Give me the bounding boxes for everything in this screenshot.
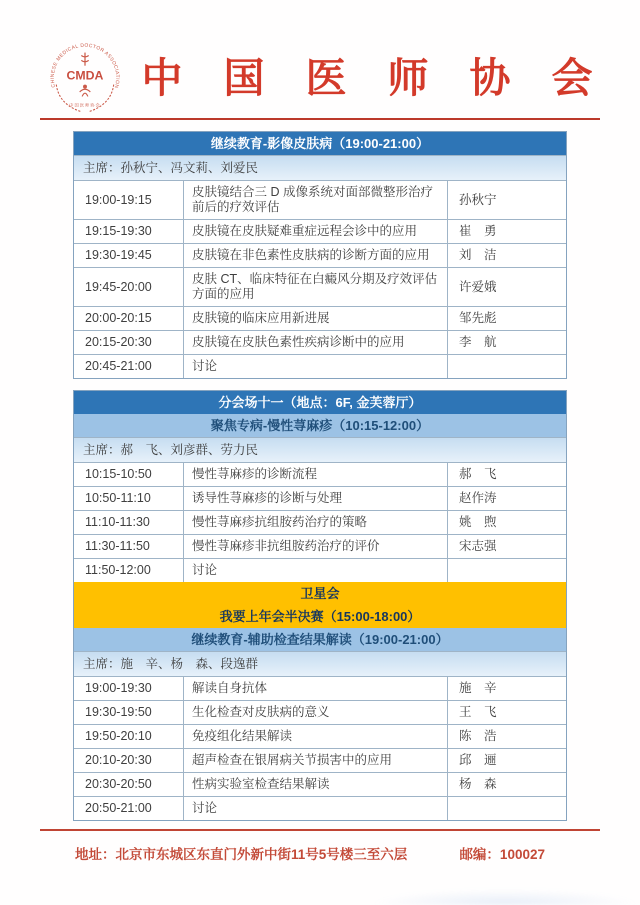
footer-address: 地址：北京市东城区东直门外新中街11号5号楼三至六层 bbox=[75, 847, 408, 862]
session-time: 19:30-19:45 bbox=[85, 248, 152, 262]
session-time: 10:50-11:10 bbox=[85, 491, 151, 505]
session-speaker: 邹先彪 bbox=[459, 311, 497, 325]
session-speaker: 李 航 bbox=[459, 335, 497, 349]
table1-chair: 主席：孙秋宁、冯文莉、刘爱民 bbox=[74, 155, 566, 180]
session-speaker: 施 辛 bbox=[459, 681, 497, 695]
session-time: 20:10-20:30 bbox=[85, 753, 152, 767]
header-divider bbox=[40, 118, 600, 120]
session-speaker: 陈 浩 bbox=[459, 729, 497, 743]
session-time: 11:30-11:50 bbox=[85, 539, 150, 553]
session-speaker: 孙秋宁 bbox=[459, 192, 497, 207]
scan-artifact bbox=[370, 889, 640, 905]
session-topic: 超声检查在银屑病关节损害中的应用 bbox=[183, 749, 448, 772]
table-row bbox=[74, 243, 566, 267]
session1-chair: 主席：郝 飞、刘彦群、劳力民 bbox=[74, 437, 566, 462]
schedule-table-subvenue-11 bbox=[73, 390, 567, 821]
session-topic: 生化检查对皮肤病的意义 bbox=[183, 701, 448, 724]
session-topic: 讨论 bbox=[183, 797, 448, 820]
session-topic: 性病实验室检查结果解读 bbox=[183, 773, 448, 796]
page-footer bbox=[75, 843, 545, 863]
schedule-table-imaging bbox=[73, 131, 567, 379]
session1-title-band: 聚焦专病-慢性荨麻疹（10:15-12:00） bbox=[74, 414, 566, 437]
session-time: 20:15-20:30 bbox=[85, 335, 152, 349]
page-title: 中 国 医 师 协 会 bbox=[141, 55, 593, 101]
satellite-event-band: 我要上年会半决赛（15:00-18:00） bbox=[74, 605, 566, 628]
table-row bbox=[74, 558, 566, 582]
logo-cn-text: 中国医师协会 bbox=[69, 102, 101, 108]
table-row bbox=[74, 700, 566, 724]
session-time: 19:00-19:30 bbox=[85, 681, 152, 695]
session-time: 19:15-19:30 bbox=[85, 224, 152, 238]
satellite-band: 卫星会 bbox=[74, 582, 566, 605]
session-time: 20:00-20:15 bbox=[85, 311, 152, 325]
session-topic: 讨论 bbox=[183, 355, 448, 378]
session-topic: 皮肤 CT、临床特征在白癜风分期及疗效评估方面的应用 bbox=[183, 268, 448, 306]
session-time: 19:00-19:15 bbox=[85, 192, 152, 207]
table-row bbox=[74, 219, 566, 243]
table-row bbox=[74, 510, 566, 534]
session-speaker: 郝 飞 bbox=[459, 467, 497, 481]
footer-zipcode: 邮编：100027 bbox=[459, 847, 545, 862]
session-topic: 皮肤镜结合三 D 成像系统对面部微整形治疗前后的疗效评估 bbox=[183, 181, 448, 219]
session-topic: 慢性荨麻疹抗组胺药治疗的策略 bbox=[183, 511, 448, 534]
session2-chair: 主席：施 辛、杨 森、段逸群 bbox=[74, 651, 566, 676]
session-time: 11:10-11:30 bbox=[85, 515, 150, 529]
session-topic: 慢性荨麻疹的诊断流程 bbox=[183, 463, 448, 486]
session-topic: 诱导性荨麻疹的诊断与处理 bbox=[183, 487, 448, 510]
session-speaker: 刘 洁 bbox=[459, 248, 497, 262]
session-speaker bbox=[448, 797, 566, 820]
session-speaker: 许爱娥 bbox=[459, 279, 497, 294]
session-time: 19:50-20:10 bbox=[85, 729, 152, 743]
table-row bbox=[74, 534, 566, 558]
session-speaker bbox=[448, 355, 566, 378]
figure-icon bbox=[80, 85, 91, 97]
logo-abbr: CMDA bbox=[66, 68, 104, 83]
table-row bbox=[74, 486, 566, 510]
session-speaker: 崔 勇 bbox=[459, 224, 497, 238]
table-row bbox=[74, 676, 566, 700]
logo-ring-text: CHINESE MEDICAL DOCTOR ASSOCIATION bbox=[50, 43, 120, 89]
table-row bbox=[74, 724, 566, 748]
table-row bbox=[74, 354, 566, 378]
session2-title-band: 继续教育-辅助检查结果解读（19:00-21:00） bbox=[74, 628, 566, 651]
session-topic: 慢性荨麻疹非抗组胺药治疗的评价 bbox=[183, 535, 448, 558]
session-topic: 免疫组化结果解读 bbox=[183, 725, 448, 748]
session-speaker: 赵作涛 bbox=[459, 491, 497, 505]
table-row bbox=[74, 748, 566, 772]
session-speaker: 姚 煦 bbox=[459, 515, 497, 529]
session-topic: 皮肤镜在皮肤疑难重症远程会诊中的应用 bbox=[183, 220, 448, 243]
table-row bbox=[74, 267, 566, 306]
session-time: 19:45-20:00 bbox=[85, 279, 152, 294]
session-time: 20:30-20:50 bbox=[85, 777, 152, 791]
session-time: 10:15-10:50 bbox=[85, 467, 152, 481]
session-time: 20:50-21:00 bbox=[85, 801, 152, 815]
table-row bbox=[74, 462, 566, 486]
session-time: 11:50-12:00 bbox=[85, 563, 151, 577]
footer-divider bbox=[40, 829, 600, 831]
table2-title-band: 分会场十一（地点：6F, 金芙蓉厅） bbox=[74, 391, 566, 414]
session-topic: 皮肤镜的临床应用新进展 bbox=[183, 307, 448, 330]
table-row bbox=[74, 330, 566, 354]
table-row bbox=[74, 796, 566, 820]
session-topic: 皮肤镜在皮肤色素性疾病诊断中的应用 bbox=[183, 331, 448, 354]
session-time: 20:45-21:00 bbox=[85, 359, 152, 373]
session-speaker: 杨 森 bbox=[459, 777, 497, 791]
session-topic: 皮肤镜在非色素性皮肤病的诊断方面的应用 bbox=[183, 244, 448, 267]
session-topic: 讨论 bbox=[183, 559, 448, 582]
table-row bbox=[74, 306, 566, 330]
page-header bbox=[44, 38, 600, 118]
table-row bbox=[74, 180, 566, 219]
session-time: 19:30-19:50 bbox=[85, 705, 152, 719]
session-speaker: 宋志强 bbox=[459, 539, 497, 553]
cmda-logo bbox=[44, 37, 126, 119]
table1-title-band: 继续教育-影像皮肤病（19:00-21:00） bbox=[74, 132, 566, 155]
table-row bbox=[74, 772, 566, 796]
caduceus-icon bbox=[81, 53, 88, 66]
session-speaker bbox=[448, 559, 566, 582]
session-speaker: 王 飞 bbox=[459, 705, 497, 719]
session-speaker: 邱 逦 bbox=[459, 753, 497, 767]
session-topic: 解读自身抗体 bbox=[183, 677, 448, 700]
